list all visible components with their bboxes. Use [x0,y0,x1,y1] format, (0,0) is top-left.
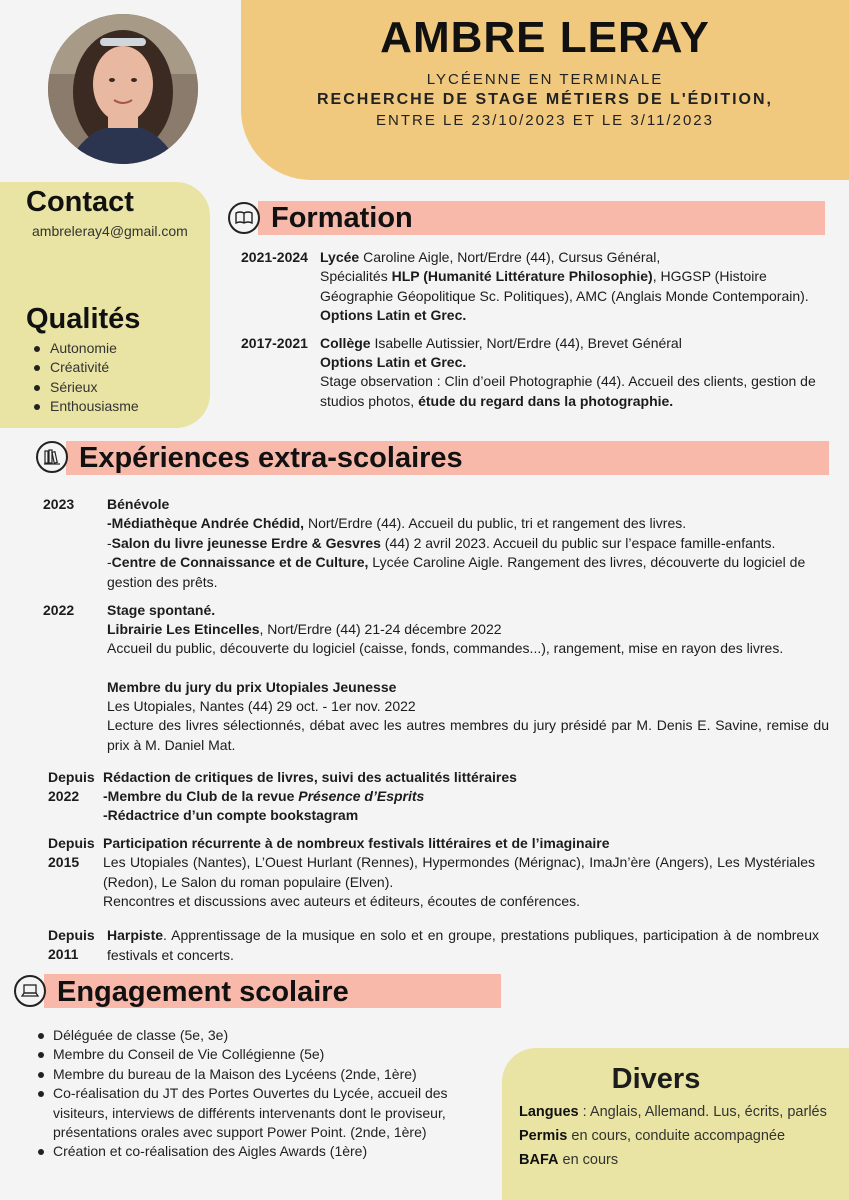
formation-year-college: 2017-2021 [241,335,308,351]
text-bold: Stage spontané. [107,602,216,618]
divers-bafa [519,1151,618,1171]
text-bold: Centre de Connaissance et de Culture, [111,554,369,570]
exp-since-year: 2011 [48,946,79,962]
exp-critiques-bookstagram [103,806,358,826]
exp-year-2022: 2022 [43,602,75,618]
list-item: Création et co-réalisation des Aigles Awards (1ère) [36,1142,496,1161]
text: Lycée Caroline Aigle. Rangement des livres, découverte du logiciel de gestion des prêts. [107,554,806,590]
formation-title: Formation [271,202,413,234]
books-icon [36,441,68,473]
contact-title: Contact [26,186,134,218]
text-bold: Options Latin et Grec. [320,354,467,370]
list-item: Autonomie [32,339,139,358]
text: (44) 2 avril 2023. Accueil du public sur l’espace famille-enfants. [380,535,776,551]
text: , HGGSP (Histoire Géographie Géopolitique Sc. Politiques), AMC (Anglais Monde Contemporain). [320,268,809,304]
text: Stage observation : Clin d’oeil Photographie (44). Accueil des clients, gestion de studios photos, [320,373,816,409]
text-bold: Membre du jury du prix Utopiales Jeunesse [107,679,397,695]
exp-since-year: 2015 [48,854,80,870]
laptop-icon [14,975,46,1007]
formation-lycee-line2 [320,267,825,326]
exp-harpiste [107,926,819,965]
formation-college-line1 [320,334,825,354]
text-bold: Librairie Les Etincelles [107,621,260,637]
book-icon [228,202,260,234]
exp-2023-line-b [107,534,775,554]
list-item: Déléguée de classe (5e, 3e) [36,1026,496,1045]
engagement-list [36,1026,496,1162]
text-bold: Langues [519,1104,579,1120]
text-bold: -Médiathèque Andrée Chédid, [107,515,305,531]
exp-2023-line-a [107,514,686,534]
text-bold: HLP (Humanité Littérature Philosophie) [391,268,653,284]
exp-2022-jury-head [107,678,396,698]
formation-college-line2 [320,353,825,373]
exp-2022-head [107,601,215,621]
qualites-list [32,339,139,416]
text-bold: Bénévole [107,496,170,512]
exp-since-label: Depuis [48,835,95,851]
text: - [107,554,112,570]
exp-festivals-head [103,834,610,854]
exp-2023-head [107,495,169,515]
divers-langues [519,1103,827,1123]
text-bold: Salon du livre jeunesse Erdre & Gesvres [111,535,381,551]
exp-2022-librairie-desc: Accueil du public, découverte du logiciel (caisse, fonds, commandes...), rangement, mise en rayon des livres. [107,640,784,656]
text: en cours [558,1152,619,1168]
formation-lycee-line1 [320,248,825,268]
exp-2022-jury-place: Les Utopiales, Nantes (44) 29 oct. - 1er nov. 2022 [107,698,416,714]
exp-festivals-list: Les Utopiales (Nantes), L’Ouest Hurlant (Rennes), Hypermondes (Mérignac), ImaJn’ère (Angers), Les Mystériales (Redon), Le Salon du roman populaire (Elven). [103,854,815,890]
list-item: Membre du Conseil de Vie Collégienne (5e) [36,1045,496,1064]
subtitle-dates: ENTRE LE 23/10/2023 ET LE 3/11/2023 [376,112,714,129]
subtitle-status: LYCÉENNE EN TERMINALE [426,71,664,88]
text: Caroline Aigle, Nort/Erdre (44), Cursus Général, [359,249,661,265]
text: en cours, conduite accompagnée [567,1128,786,1144]
text-bold-italic: Présence d’Esprits [298,788,425,804]
exp-since-label: Depuis [48,769,95,785]
exp-festivals-desc: Rencontres et discussions avec auteurs et éditeurs, écoutes de conférences. [103,893,581,909]
text: - [107,535,112,551]
exp-2022-jury-desc: Lecture des livres sélectionnés, débat avec les autres membres du jury présidé par M. Denis E. Savine, remise du prix à M. Daniel Mat. [107,717,829,753]
subtitle-objective: RECHERCHE DE STAGE MÉTIERS DE L'ÉDITION, [317,91,773,108]
list-item: Co-réalisation du JT des Portes Ouvertes du Lycée, accueil des visiteurs, interviews de différents intervenants dont le proviseur, présentations orales avec support Power Point. (2nde, 1ère) [36,1084,496,1142]
divers-title: Divers [611,1063,701,1095]
text-bold: Collège [320,335,371,351]
formation-year-lycee: 2021-2024 [241,249,308,265]
contact-email[interactable]: ambreleray4@gmail.com [32,223,188,239]
list-item: Enthousiasme [32,397,139,416]
text: , Nort/Erdre (44) 21-24 décembre 2022 [259,621,502,637]
text: . Apprentissage de la musique en solo et en groupe, prestations publiques, participation à de nombreux festivals et concerts. [107,927,819,963]
text-bold: -Rédactrice d’un compte bookstagram [103,807,359,823]
exp-since-label: Depuis [48,927,95,943]
text-bold: Permis [519,1128,568,1144]
text: Spécialités [320,268,392,284]
candidate-name: AMBRE LERAY [380,13,710,62]
exp-critiques-club [103,787,424,807]
list-item: Membre du bureau de la Maison des Lycéens (2nde, 1ère) [36,1065,496,1084]
qualites-title: Qualités [26,303,141,335]
text-bold: Lycée [320,249,360,265]
exp-year-2023: 2023 [43,496,75,512]
list-item: Créativité [32,358,139,377]
divers-permis [519,1127,785,1147]
exp-since-year: 2022 [48,788,80,804]
text-bold: BAFA [519,1152,559,1168]
text-bold: -Membre du Club de la revue [103,788,299,804]
exp-critiques-head [103,768,517,788]
text: : Anglais, Allemand. Lus, écrits, parlés [578,1104,827,1120]
formation-college-line3 [320,372,825,411]
text-bold: Harpiste [107,927,164,943]
exp-2023-line-c [107,553,829,592]
list-item: Sérieux [32,378,139,397]
exp-2022-librairie [107,620,502,640]
experiences-title: Expériences extra-scolaires [79,442,463,474]
text: Isabelle Autissier, Nort/Erdre (44), Brevet Général [370,335,682,351]
profile-photo [48,14,198,164]
text-bold: étude du regard dans la photographie. [418,392,674,409]
text-bold: Participation récurrente à de nombreux festivals littéraires et de l’imaginaire [103,835,610,851]
text-bold: Options Latin et Grec. [320,307,467,323]
engagement-title: Engagement scolaire [57,976,349,1008]
text-bold: Rédaction de critiques de livres, suivi des actualités littéraires [103,769,517,785]
text: Nort/Erdre (44). Accueil du public, tri et rangement des livres. [304,515,687,531]
